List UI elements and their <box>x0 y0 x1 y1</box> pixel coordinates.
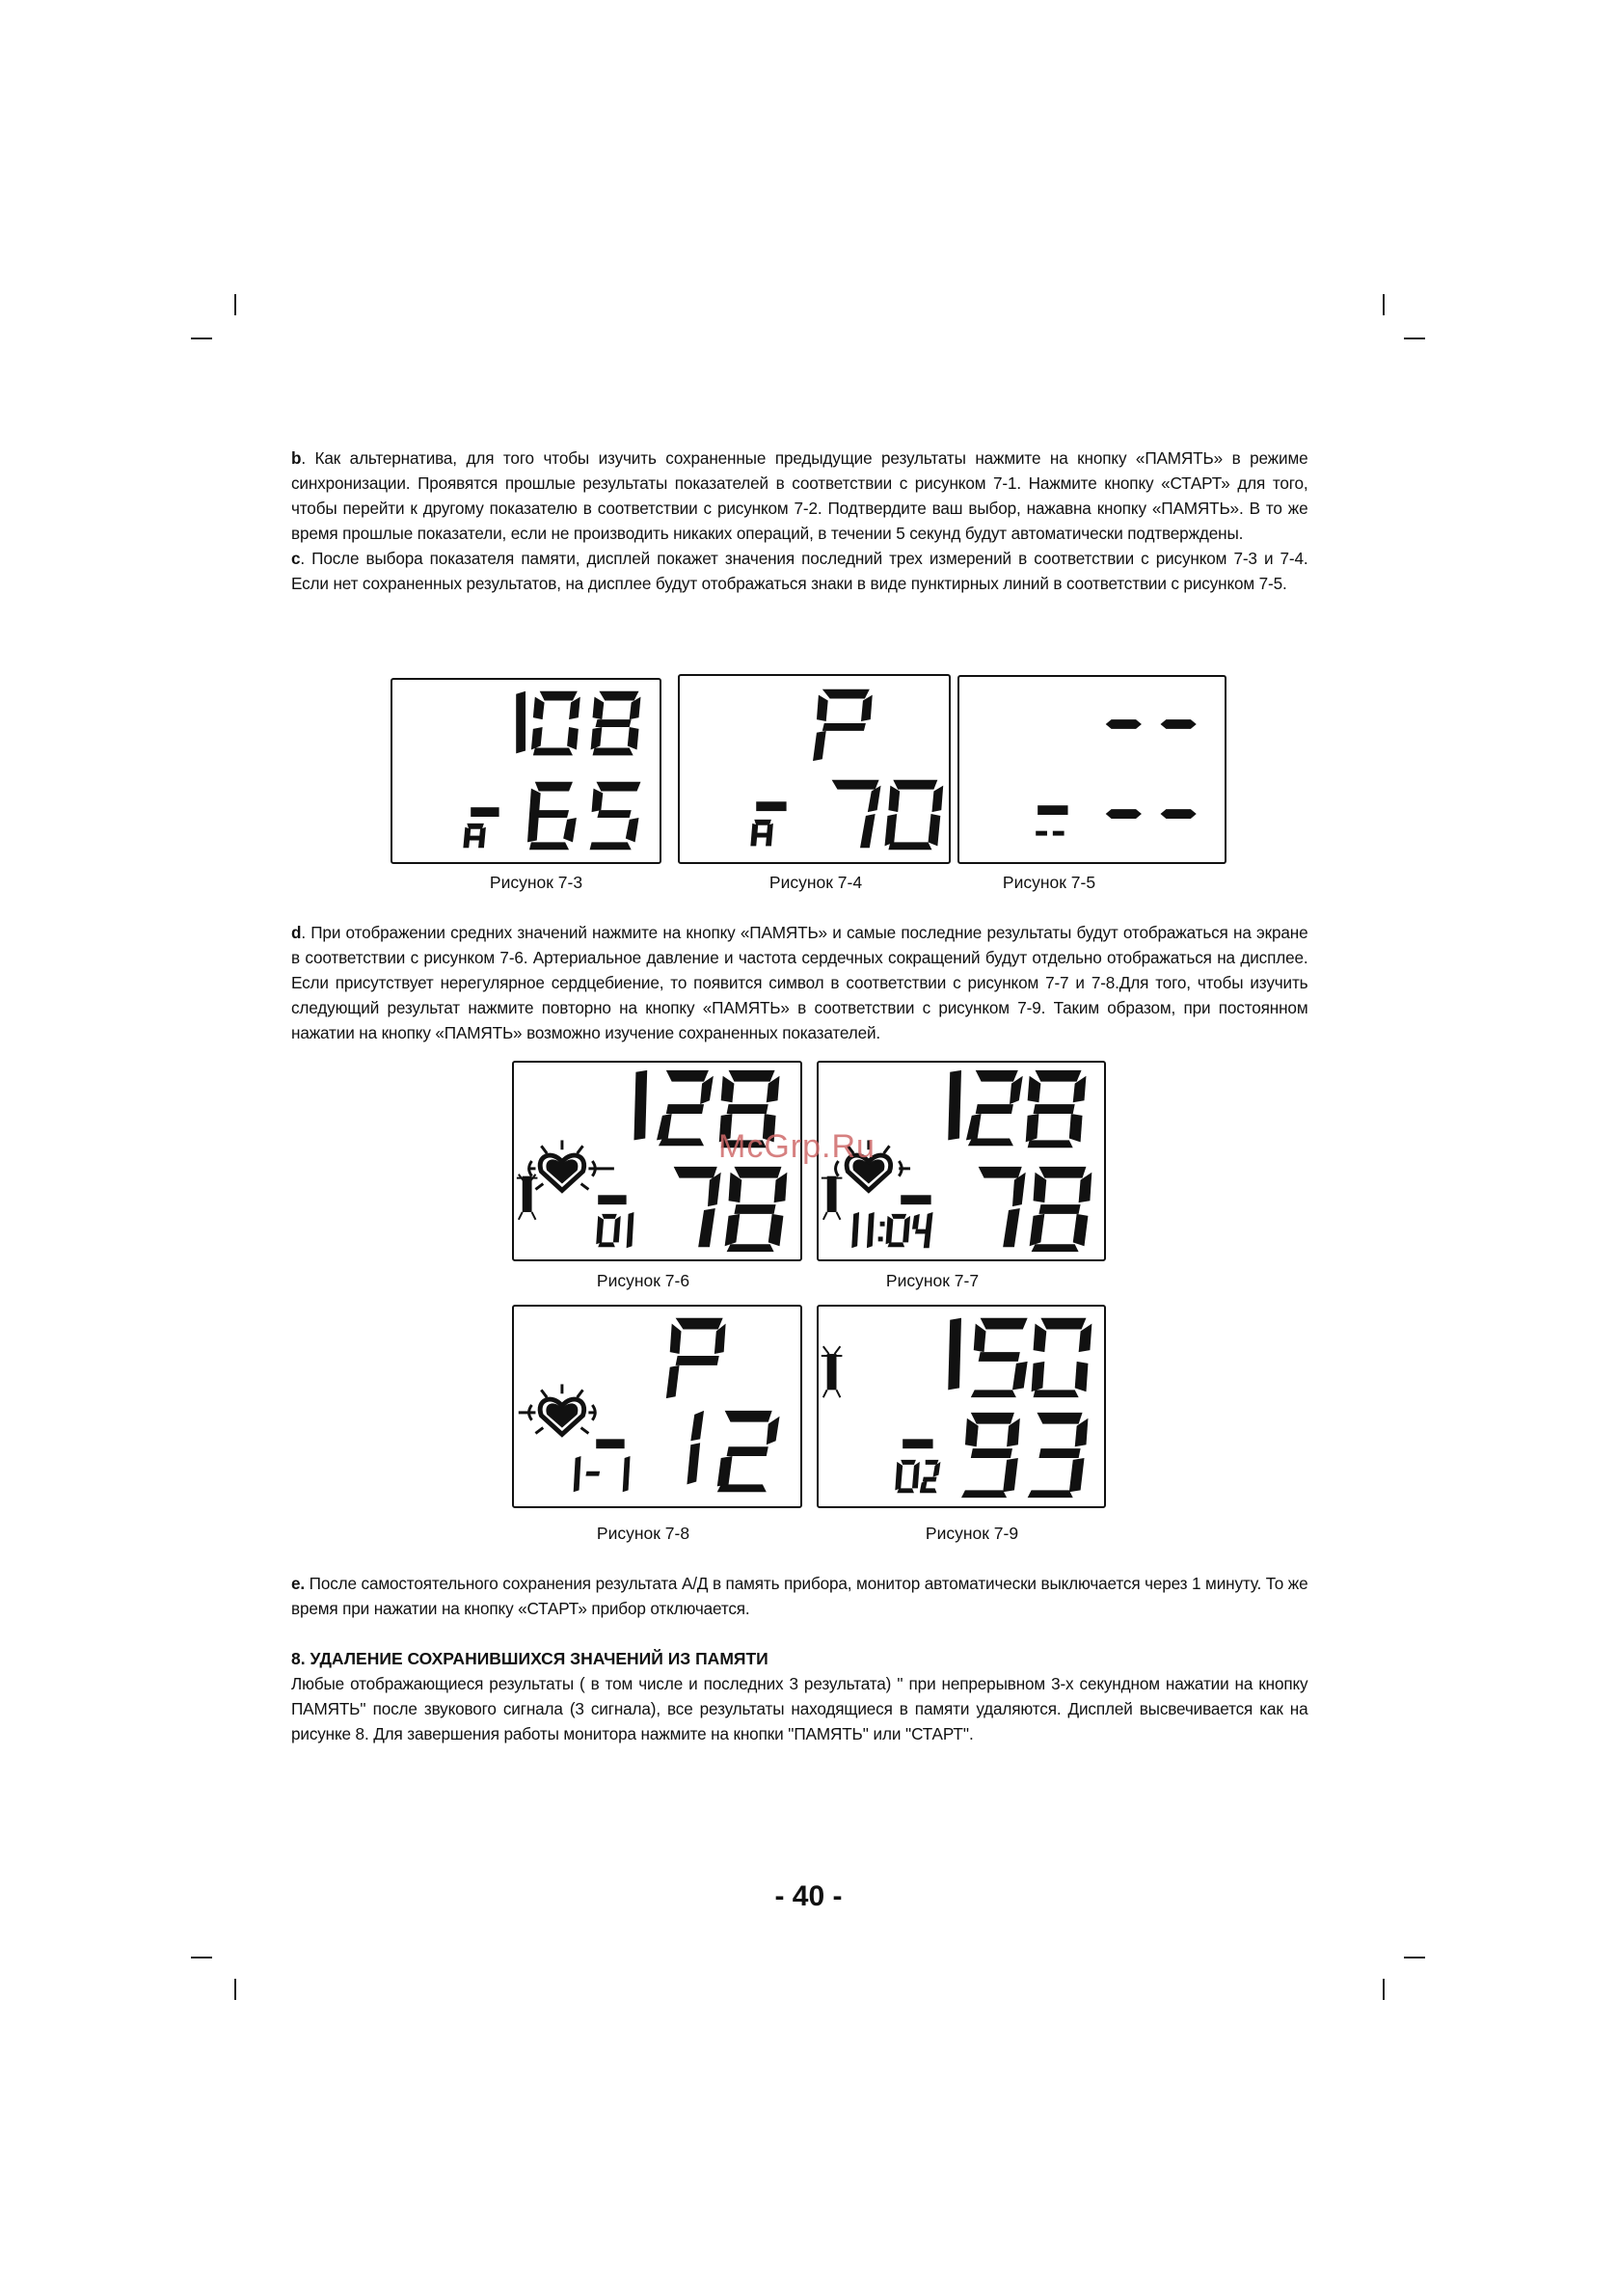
text-d: . При отображении средних значений нажмите на кнопку «ПАМЯТЬ» и самые последние результаты будут отображаться на экране в соответствии с рисунком 7-6. Артериальное давление и частота сердечных сокращений будут отдельно отображаться на дисплее. Если присутствует нерегулярное сердцебиение, то появится символ в соответствии с рисунком 7-7 и 7-8.Для того, чтобы изучить следующий результат нажмите повторно на кнопку «ПАМЯТЬ» в соответствии с рисунком 7-9. Таким образом, при постоянном нажатии на кнопку «ПАМЯТЬ» возможно изучение сохраненных показателей. <box>291 923 1308 1042</box>
crop-mark <box>191 338 212 339</box>
label-b: b <box>291 448 302 468</box>
lcd-display <box>819 1307 1104 1506</box>
crop-mark <box>1404 338 1425 339</box>
lcd-figure-7-8 <box>512 1305 802 1508</box>
watermark: McGrp.Ru <box>718 1128 876 1165</box>
lcd-figure-7-5 <box>957 675 1226 864</box>
lcd-display <box>392 680 660 862</box>
crop-mark <box>191 1957 212 1958</box>
paragraph-b <box>291 446 1307 546</box>
paragraph-c <box>291 546 1307 596</box>
lcd-display <box>959 677 1225 862</box>
lcd-display <box>680 676 949 862</box>
lcd-display <box>514 1307 800 1506</box>
lcd-figure-7-3 <box>391 678 661 864</box>
caption-7-7: Рисунок 7-7 <box>885 1271 980 1290</box>
caption-7-4: Рисунок 7-4 <box>768 873 863 892</box>
caption-7-9: Рисунок 7-9 <box>925 1524 1019 1543</box>
caption-7-6: Рисунок 7-6 <box>596 1271 690 1290</box>
lcd-figure-7-4 <box>678 674 951 864</box>
text-c: . После выбора показателя памяти, дисплей покажет значения последний трех измерений в соответствии с рисунком 7-3 и 7-4. Если нет сохраненных результатов, на дисплее будут отображаться знаки в виде пунктирных линий в соответствии с рисунком 7-5. <box>291 549 1308 593</box>
crop-mark <box>1404 1957 1425 1958</box>
caption-7-5: Рисунок 7-5 <box>1002 873 1096 892</box>
paragraph-e <box>291 1571 1307 1621</box>
paragraph-8: Любые отображающиеся результаты ( в том числе и последних 3 результата) '' при непрерывном 3-х секундном нажатии на кнопку ПАМЯТЬ'' после звукового сигнала (3 сигнала), все результаты находящиеся в памяти удаляются. Дисплей высвечивается как на рисунке 8. Для завершения работы монитора нажмите на кнопки ''ПАМЯТЬ'' или ''СТАРТ''. <box>291 1674 1308 1743</box>
text-block-bc <box>291 446 1329 596</box>
caption-7-8: Рисунок 7-8 <box>596 1524 690 1543</box>
lcd-figure-7-9 <box>817 1305 1106 1508</box>
label-c: c <box>291 549 301 568</box>
text-block-e8 <box>291 1571 1329 1746</box>
caption-7-3: Рисунок 7-3 <box>489 873 583 892</box>
label-e: e. <box>291 1574 306 1593</box>
crop-mark <box>1383 294 1385 315</box>
text-block-d <box>291 920 1329 1045</box>
crop-mark <box>1383 1979 1385 2000</box>
page-number: - 40 - <box>774 1880 843 1912</box>
section-8-heading: 8. УДАЛЕНИЕ СОХРАНИВШИХСЯ ЗНАЧЕНИЙ ИЗ ПАМЯТИ <box>291 1649 768 1668</box>
crop-mark <box>234 1979 236 2000</box>
crop-mark <box>234 294 236 315</box>
text-e: После самостоятельного сохранения результата А/Д в память прибора, монитор автоматически выключается через 1 минуту. То же время при нажатии на кнопку «СТАРТ» прибор отключается. <box>291 1574 1308 1618</box>
text-b: . Как альтернатива, для того чтобы изучить сохраненные предыдущие результаты нажмите на кнопку «ПАМЯТЬ» в режиме синхронизации. Проявятся прошлые результаты показателей в соответствии с рисунком 7-1. Нажмите кнопку «СТАРТ» для того, чтобы перейти к другому показателю в соответствии с рисунком 7-2. Подтвердите ваш выбор, нажавна кнопку «ПАМЯТЬ». В то же время прошлые показатели, если не производить никаких операций, в течении 5 секунд будут автоматически подтверждены. <box>291 448 1308 543</box>
paragraph-d <box>291 920 1307 1045</box>
label-d: d <box>291 923 302 942</box>
